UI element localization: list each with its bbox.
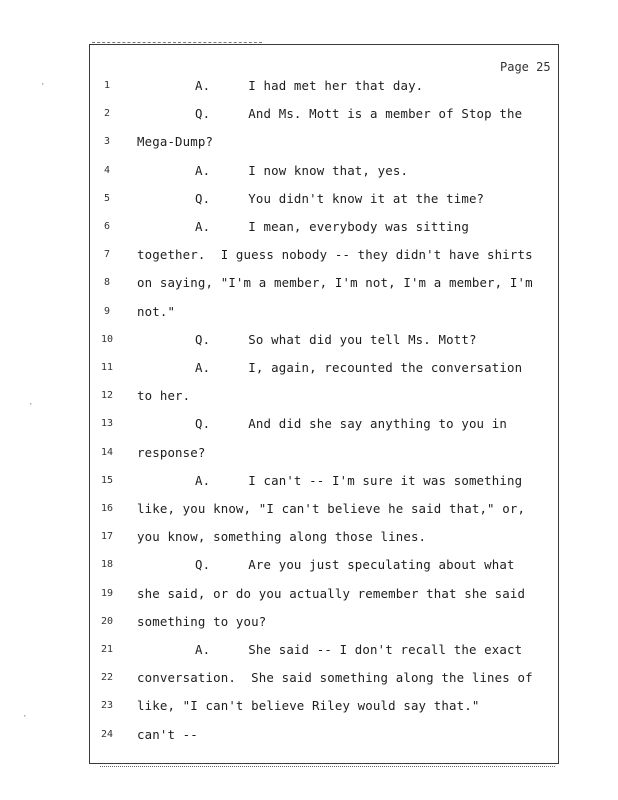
line-number: 10 (100, 333, 114, 345)
transcript-line (0, 727, 618, 747)
line-text: A. I had met her that day. (195, 78, 424, 93)
line-number: 8 (103, 277, 111, 289)
transcript-line (0, 586, 618, 606)
transcript-line (0, 163, 618, 183)
line-number: 4 (103, 164, 111, 176)
margin-speck: · (22, 712, 28, 722)
transcript-line (0, 191, 618, 211)
line-text: response? (137, 444, 206, 460)
line-text: like, "I can't believe Riley would say that." (137, 698, 480, 714)
transcript-line (0, 698, 618, 718)
line-number: 14 (100, 446, 114, 458)
line-text: not." (137, 303, 176, 319)
bottom-edge-mark (100, 766, 555, 769)
line-text: Q. You didn't know it at the time? (195, 190, 485, 206)
line-number: 21 (100, 644, 114, 655)
line-text: like, you know, "I can't believe he said that," or, (137, 501, 526, 516)
line-number: 22 (100, 672, 114, 684)
transcript-line (0, 332, 618, 352)
transcript-line (0, 275, 618, 295)
line-text: Q. And did she say anything to you in (195, 416, 508, 432)
transcript-line (0, 134, 618, 154)
line-text: on saying, "I'm a member, I'm not, I'm a member, I'm (137, 275, 533, 291)
line-text: something to you? (137, 613, 267, 629)
line-number: 1 (103, 80, 111, 91)
line-text: A. She said -- I don't recall the exact (195, 642, 523, 657)
line-number: 18 (100, 559, 114, 571)
line-number: 2 (103, 108, 111, 120)
line-number: 16 (100, 503, 114, 514)
transcript-line (0, 304, 618, 324)
transcript-line (0, 642, 618, 662)
line-number: 13 (100, 418, 114, 430)
transcript-line (0, 473, 618, 493)
line-text: A. I now know that, yes. (195, 162, 409, 178)
line-number: 5 (103, 192, 111, 204)
transcript-line (0, 219, 618, 239)
transcript-line (0, 614, 618, 634)
line-number: 12 (100, 390, 114, 402)
transcript-line (0, 501, 618, 521)
transcript-line (0, 557, 618, 577)
line-text: Q. And Ms. Mott is a member of Stop the (195, 106, 523, 122)
line-text: conversation. She said something along the lines of (137, 670, 533, 686)
line-text: Q. So what did you tell Ms. Mott? (195, 331, 477, 347)
line-number: 9 (103, 305, 111, 317)
line-number: 20 (100, 615, 114, 627)
transcript-line (0, 106, 618, 126)
line-text: A. I mean, everybody was sitting (195, 219, 469, 234)
transcript-line (0, 247, 618, 267)
line-text: to her. (137, 388, 191, 404)
line-text: A. I, again, recounted the conversation (195, 360, 523, 375)
line-number: 7 (103, 249, 111, 261)
line-number: 3 (103, 136, 111, 148)
page-number: Page 25 (500, 60, 551, 74)
line-number: 19 (100, 587, 114, 599)
transcript-line (0, 388, 618, 408)
line-number: 17 (100, 531, 114, 543)
transcript-line (0, 529, 618, 549)
line-text: Mega-Dump? (137, 134, 214, 150)
margin-speck: · (28, 400, 34, 410)
transcript-line (0, 360, 618, 380)
margin-speck: · (40, 80, 46, 90)
transcript-line (0, 78, 618, 98)
transcript-line (0, 416, 618, 436)
line-number: 23 (100, 700, 114, 712)
line-number: 11 (100, 362, 114, 373)
line-text: she said, or do you actually remember that she said (137, 585, 526, 601)
line-number: 6 (103, 221, 111, 232)
line-number: 24 (100, 728, 114, 740)
transcript-line (0, 670, 618, 690)
transcript-line (0, 445, 618, 465)
line-text: together. I guess nobody -- they didn't have shirts (137, 247, 533, 263)
line-number: 15 (100, 474, 114, 486)
line-text: can't -- (137, 726, 198, 742)
line-text: you know, something along those lines. (137, 529, 427, 545)
line-text: A. I can't -- I'm sure it was something (195, 472, 523, 488)
line-text: Q. Are you just speculating about what (195, 557, 515, 573)
